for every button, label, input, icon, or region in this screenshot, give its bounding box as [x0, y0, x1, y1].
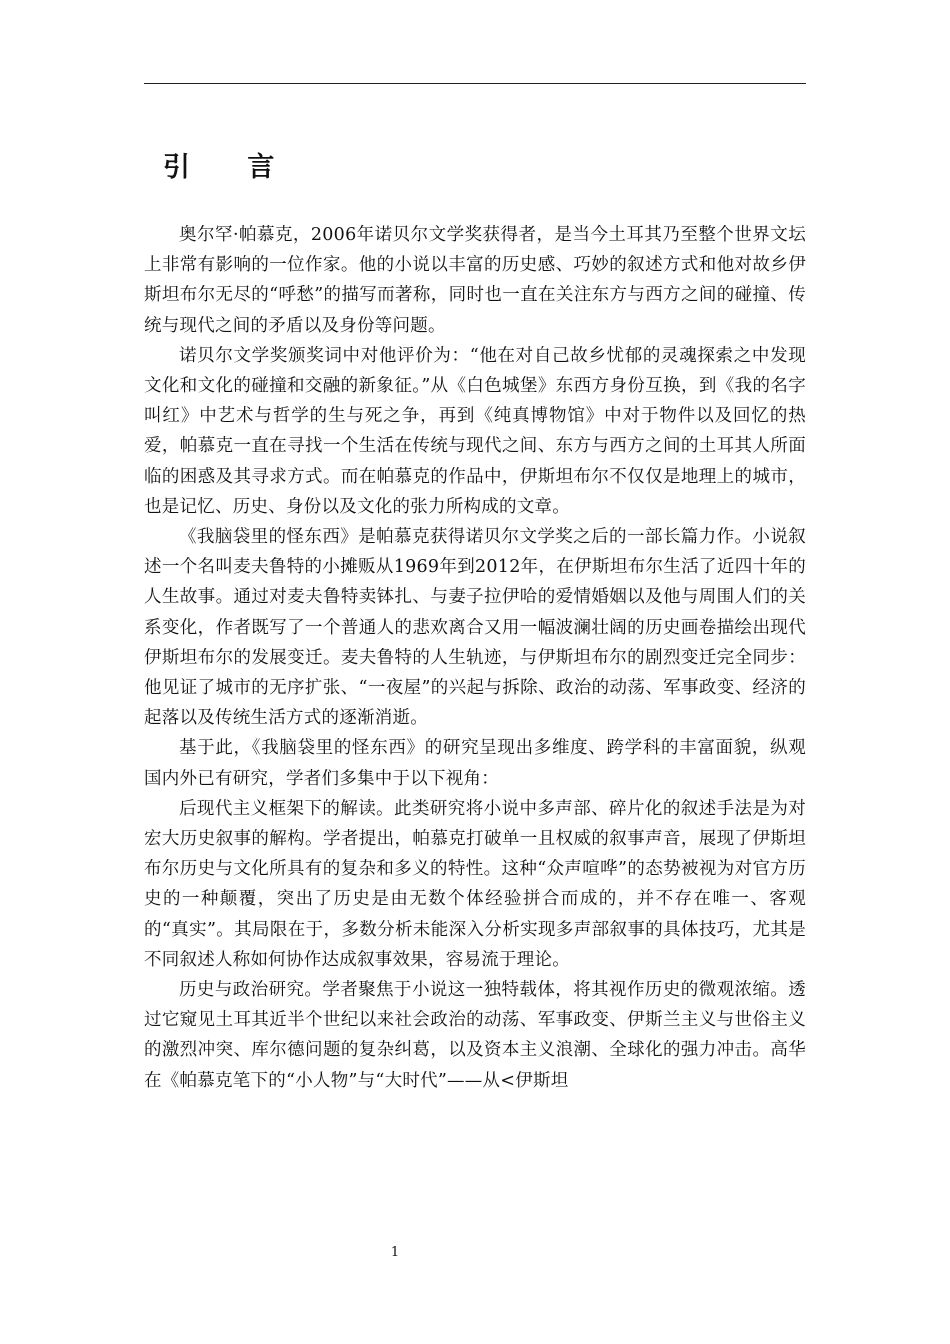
section-heading: 引 言	[163, 152, 299, 183]
paragraph-postmodern-reading: 后现代主义框架下的解读。此类研究将小说中多声部、碎片化的叙述手法是为对宏大历史叙事的解构。学者提出，帕慕克打破单一且权威的叙事声音，展现了伊斯坦布尔历史与文化所具有的复杂和多义的特性。这种“众声喧哗”的态势被视为对官方历史的一种颠覆，突出了历史是由无数个体经验拼合而成的，并不存在唯一、客观的“真实”。其局限在于，多数分析未能深入分析实现多声部叙事的具体技巧，尤其是不同叙述人称如何协作达成叙事效果，容易流于理论。	[144, 798, 806, 970]
paragraph-history-politics: 历史与政治研究。学者聚焦于小说这一独特载体，将其视作历史的微观浓缩。透过它窥见土耳其近半个世纪以来社会政治的动荡、军事政变、伊斯兰主义与世俗主义的激烈冲突、库尔德问题的复杂纠葛，以及资本主义浪潮、全球化的强力冲击。高华在《帕慕克笔下的“小人物”与“大时代”——从<伊斯坦	[144, 980, 806, 1091]
header-rule	[144, 83, 806, 84]
paragraph-intro: 奥尔罕·帕慕克，2006年诺贝尔文学奖获得者，是当今土耳其乃至整个世界文坛上非常有影响的一位作家。他的小说以丰富的历史感、巧妙的叙述方式和他对故乡伊斯坦布尔无尽的“呼愁”的描写而著称，同时也一直在关注东方与西方之间的碰撞、传统与现代之间的矛盾以及身份等问题。	[144, 225, 806, 336]
page-number: 1	[390, 1245, 400, 1260]
paragraph-nobel-citation: 诺贝尔文学奖颁奖词中对他评价为：“他在对自己故乡忧郁的灵魂探索之中发现文化和文化的碰撞和交融的新象征。”从《白色城堡》东西方身份互换，到《我的名字叫红》中艺术与哲学的生与死之争，再到《纯真博物馆》中对于物件以及回忆的热爱，帕慕克一直在寻找一个生活在传统与现代之间、东方与西方之间的土耳其人所面临的困惑及其寻求方式。而在帕慕克的作品中，伊斯坦布尔不仅仅是地理上的城市，也是记忆、历史、身份以及文化的张力所构成的文章。	[144, 345, 806, 517]
body-text	[144, 220, 806, 1096]
paragraph-research-overview: 基于此，《我脑袋里的怪东西》的研究呈现出多维度、跨学科的丰富面貌，纵观国内外已有研究，学者们多集中于以下视角：	[144, 738, 806, 789]
paragraph-novel-summary: 《我脑袋里的怪东西》是帕慕克获得诺贝尔文学奖之后的一部长篇力作。小说叙述一个名叫麦夫鲁特的小摊贩从1969年到2012年，在伊斯坦布尔生活了近四十年的人生故事。通过对麦夫鲁特卖钵扎、与妻子拉伊哈的爱情婚姻以及他与周围人们的关系变化，作者既写了一个普通人的悲欢离合又用一幅波澜壮阔的历史画卷描绘出现代伊斯坦布尔的发展变迁。麦夫鲁特的人生轨迹，与伊斯坦布尔的剧烈变迁完全同步：他见证了城市的无序扩张、“一夜屋”的兴起与拆除、政治的动荡、军事政变、经济的起落以及传统生活方式的逐渐消逝。	[144, 527, 806, 729]
